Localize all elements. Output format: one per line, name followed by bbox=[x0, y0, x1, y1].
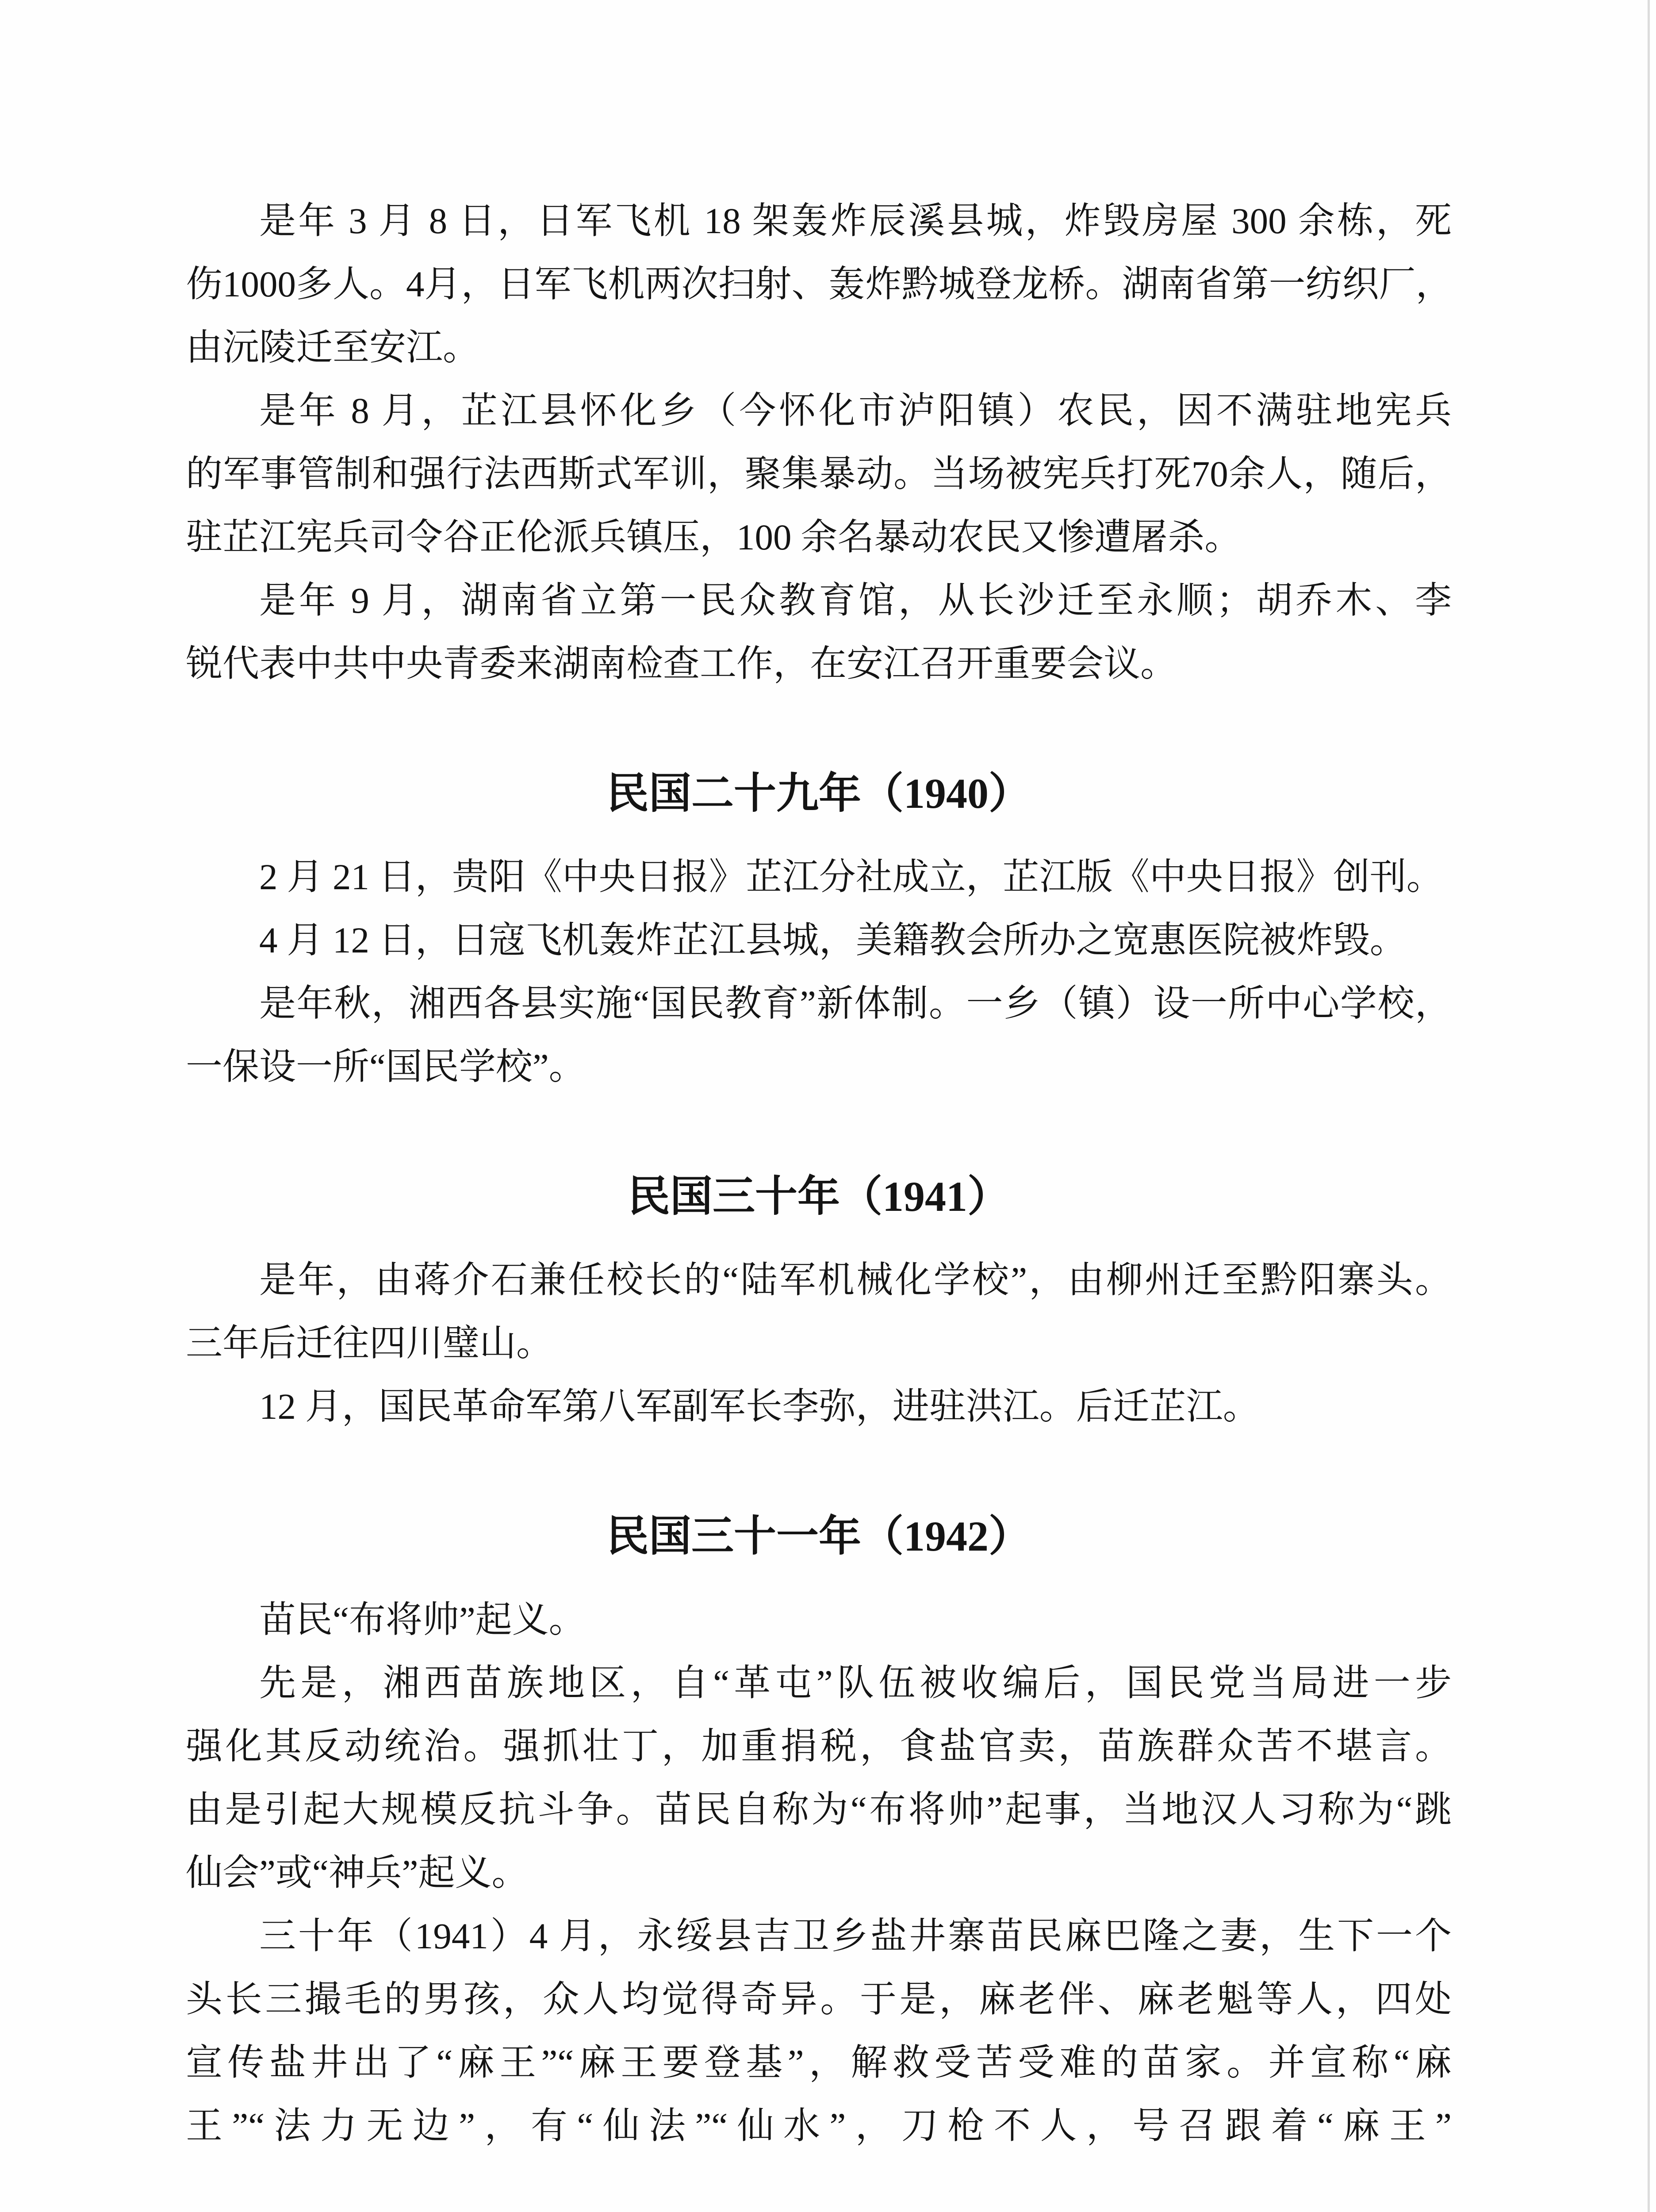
paragraph bbox=[186, 909, 1452, 972]
paragraph bbox=[186, 1651, 1452, 1905]
paragraph-line: 王”“法力无边”，有“仙法”“仙水”，刀枪不人，号召跟着“麻王” bbox=[186, 2105, 1452, 2146]
paragraph bbox=[186, 569, 1452, 695]
paragraph-line: 头长三撮毛的男孩，众人均觉得奇异。于是，麻老伴、麻老魁等人，四处 bbox=[186, 1979, 1452, 2020]
paragraph-line: 苗民“布将帅”起义。 bbox=[259, 1599, 586, 1640]
paragraph-line: 的军事管制和强行法西斯式军训，聚集暴动。当场被宪兵打死70余人，随后， bbox=[186, 453, 1452, 494]
paragraph-line: 由沅陵迁至安江。 bbox=[186, 327, 479, 368]
section-heading: 民国二十九年（1940） bbox=[606, 770, 1031, 817]
paragraph-line: 是年，由蒋介石兼任校长的“陆军机械化学校”，由柳州迁至黔阳寨头。 bbox=[259, 1260, 1452, 1300]
paragraph bbox=[186, 379, 1452, 569]
paragraph-line: 三年后迁往四川璧山。 bbox=[186, 1323, 553, 1363]
paragraph-line: 由是引起大规模反抗斗争。苗民自称为“布将帅”起事，当地汉人习称为“跳 bbox=[186, 1789, 1452, 1830]
paragraph-line: 三十年（1941）4 月，永绥县吉卫乡盐井寨苗民麻巴隆之妻，生下一个 bbox=[259, 1916, 1452, 1956]
paragraph-line: 宣传盐井出了“麻王”“麻王要登基”，解救受苦受难的苗家。并宣称“麻 bbox=[186, 2042, 1452, 2083]
paragraph-line: 锐代表中共中央青委来湖南检查工作，在安江召开重要会议。 bbox=[186, 643, 1177, 684]
paragraph-line: 先是，湘西苗族地区，自“革屯”队伍被收编后，国民党当局进一步 bbox=[259, 1663, 1452, 1703]
paragraph-line: 是年 9 月，湖南省立第一民众教育馆，从长沙迁至永顺；胡乔木、李 bbox=[259, 580, 1452, 621]
paragraph bbox=[186, 189, 1452, 379]
paragraph-line: 12 月，国民革命军第八军副军长李弥，进驻洪江。后迁芷江。 bbox=[259, 1386, 1260, 1427]
paragraph-line: 驻芷江宪兵司令谷正伦派兵镇压，100 余名暴动农民又惨遭屠杀。 bbox=[186, 517, 1242, 557]
page-edge-shadow bbox=[1648, 0, 1650, 2212]
section-heading: 民国三十一年（1942） bbox=[606, 1513, 1031, 1560]
paragraph-line: 是年 8 月，芷江县怀化乡（今怀化市泸阳镇）农民，因不满驻地宪兵 bbox=[259, 390, 1452, 431]
paragraph-line: 是年秋，湘西各县实施“国民教育”新体制。一乡（镇）设一所中心学校， bbox=[259, 983, 1452, 1024]
paragraph-line: 强化其反动统治。强抓壮丁，加重捐税，食盐官卖，苗族群众苦不堪言。 bbox=[186, 1726, 1452, 1767]
paragraph bbox=[186, 972, 1452, 1098]
section-heading: 民国三十年（1941） bbox=[628, 1173, 1010, 1220]
paragraph-line: 伤1000多人。4月，日军飞机两次扫射、轰炸黔城登龙桥。湖南省第一纺织厂， bbox=[186, 264, 1453, 304]
paragraph bbox=[186, 1375, 1452, 1438]
paragraph-line: 2 月 21 日，贵阳《中央日报》芷江分社成立，芷江版《中央日报》创刊。 bbox=[259, 856, 1443, 897]
paragraph bbox=[186, 1588, 1452, 1651]
paragraph bbox=[186, 1248, 1452, 1375]
paragraph-line: 一保设一所“国民学校”。 bbox=[186, 1046, 586, 1087]
paragraph bbox=[186, 1905, 1452, 2158]
paragraph-line: 是年 3 月 8 日，日军飞机 18 架轰炸辰溪县城，炸毁房屋 300 余栋，死 bbox=[259, 200, 1452, 241]
main-text bbox=[186, 189, 1452, 2158]
paragraph-line: 仙会”或“神兵”起义。 bbox=[186, 1852, 529, 1893]
paragraph-line: 4 月 12 日，日寇飞机轰炸芷江县城，美籍教会所办之宽惠医院被炸毁。 bbox=[259, 920, 1407, 960]
paragraph bbox=[186, 845, 1452, 909]
